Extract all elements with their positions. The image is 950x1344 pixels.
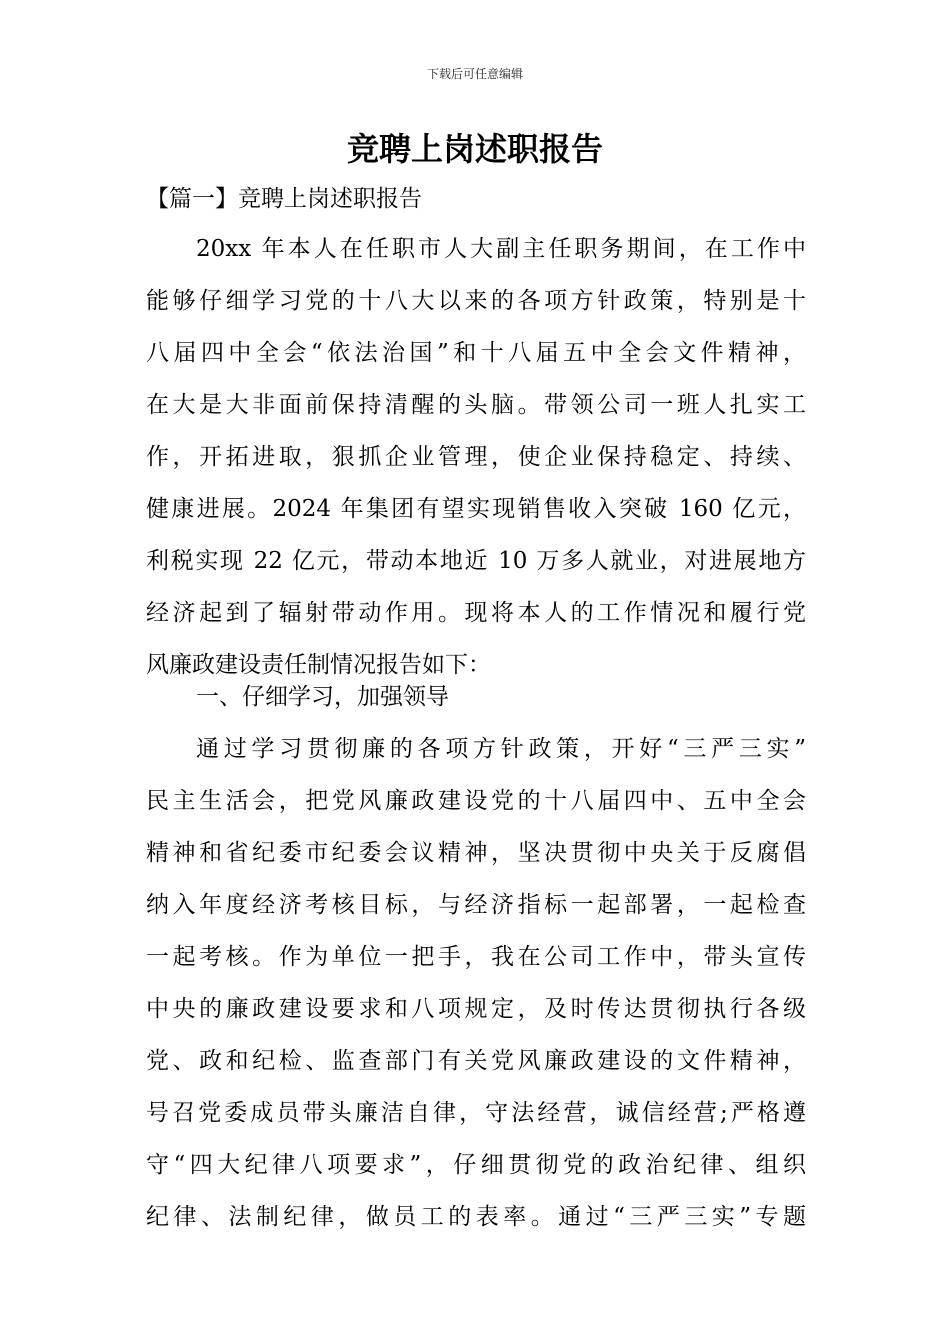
paragraph-line: 健康进展。2024 年集团有望实现销售收入突破 160 亿元， bbox=[146, 496, 806, 522]
section-label: 【篇一】竞聘上岗述职报告 bbox=[146, 186, 422, 212]
paragraph-line: 一起考核。作为单位一把手，我在公司工作中，带头宣传 bbox=[146, 944, 806, 970]
paragraph-line: 八届四中全会“依法治国”和十八届五中全会文件精神， bbox=[146, 340, 806, 366]
paragraph-line: 20xx 年本人在任职市人大副主任职务期间，在工作中 bbox=[196, 236, 806, 262]
paragraph-2 bbox=[146, 723, 806, 1243]
paragraph-1 bbox=[146, 223, 806, 691]
paragraph-line: 纪律、法制纪律，做员工的表率。通过“三严三实”专题 bbox=[146, 1204, 806, 1230]
paragraph-line: 通过学习贯彻廉的各项方针政策，开好“三严三实” bbox=[196, 736, 806, 762]
paragraph-line: 风廉政建设责任制情况报告如下： bbox=[146, 652, 491, 678]
paragraph-line: 中央的廉政建设要求和八项规定，及时传达贯彻执行各级 bbox=[146, 996, 806, 1022]
paragraph-line: 在大是大非面前保持清醒的头脑。带领公司一班人扎实工 bbox=[146, 392, 806, 418]
paragraph-line: 党、政和纪检、监查部门有关党风廉政建设的文件精神， bbox=[146, 1048, 806, 1074]
paragraph-line: 民主生活会，把党风廉政建设党的十八届四中、五中全会 bbox=[146, 788, 806, 814]
document-title: 竞聘上岗述职报告 bbox=[346, 130, 603, 168]
paragraph-line: 经济起到了辐射带动作用。现将本人的工作情况和履行党 bbox=[146, 600, 806, 626]
paragraph-line: 号召党委成员带头廉洁自律，守法经营，诚信经营;严格遵 bbox=[146, 1100, 806, 1126]
paragraph-line: 作，开拓进取，狠抓企业管理，使企业保持稳定、持续、 bbox=[146, 444, 806, 470]
paragraph-line: 利税实现 22 亿元，带动本地近 10 万多人就业，对进展地方 bbox=[146, 548, 806, 574]
paragraph-line: 能够仔细学习党的十八大以来的各项方针政策，特别是十 bbox=[146, 288, 806, 314]
paragraph-line: 守“四大纪律八项要求”，仔细贯彻党的政治纪律、组织 bbox=[146, 1152, 806, 1178]
section-heading: 一、仔细学习，加强领导 bbox=[196, 684, 449, 710]
paragraph-line: 精神和省纪委市纪委会议精神，坚决贯彻中央关于反腐倡 bbox=[146, 840, 806, 866]
paragraph-line: 纳入年度经济考核目标，与经济指标一起部署，一起检查 bbox=[146, 892, 806, 918]
header-note: 下载后可任意编辑 bbox=[426, 67, 523, 81]
